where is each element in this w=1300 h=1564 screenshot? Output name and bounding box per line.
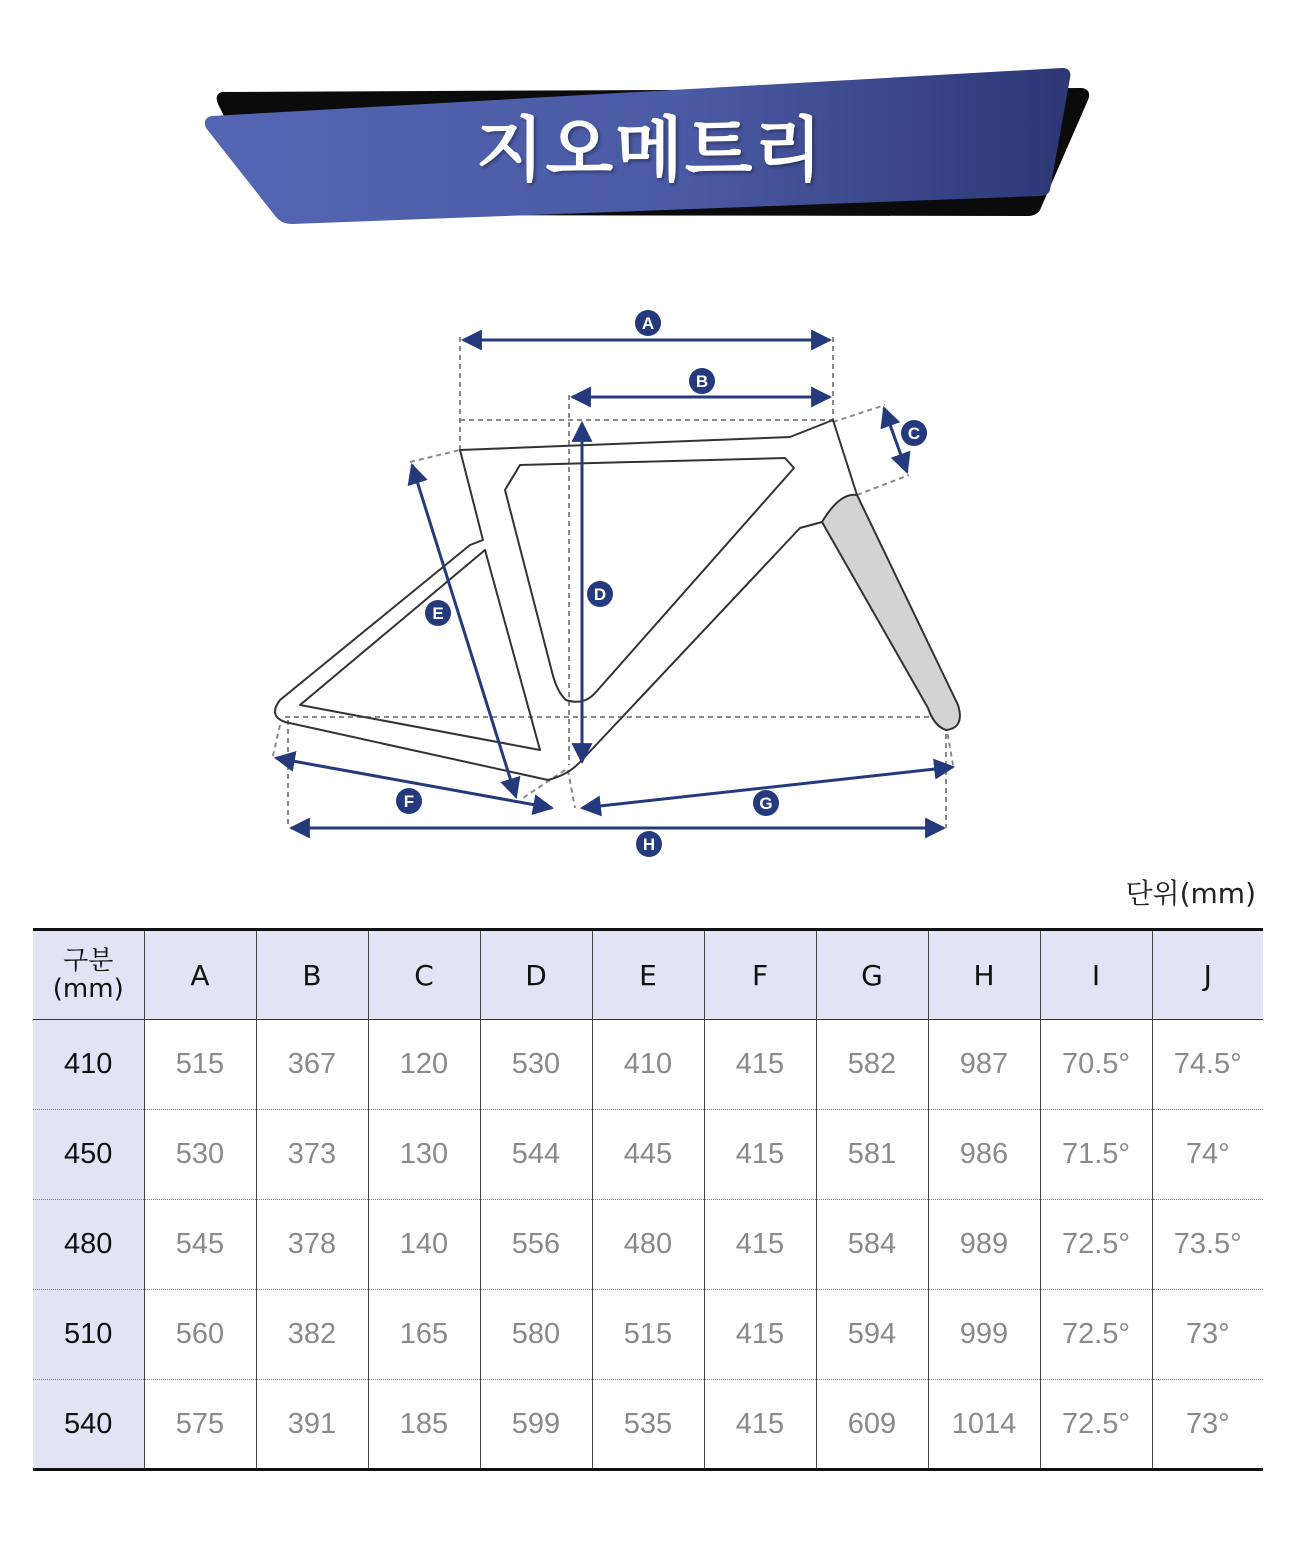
value-cell: 72.5° bbox=[1040, 1380, 1152, 1470]
table-row bbox=[33, 1290, 1263, 1380]
label-C-badge bbox=[901, 420, 927, 446]
value-cell: 130 bbox=[368, 1110, 480, 1200]
geometry-table bbox=[33, 928, 1263, 1471]
label-G-badge bbox=[753, 790, 779, 816]
svg-text:D: D bbox=[593, 585, 607, 604]
value-cell: 515 bbox=[592, 1290, 704, 1380]
value-cell: 609 bbox=[816, 1380, 928, 1470]
value-cell: 560 bbox=[144, 1290, 256, 1380]
value-cell: 415 bbox=[704, 1110, 816, 1200]
frame-geometry-diagram bbox=[0, 260, 1300, 880]
value-cell: 599 bbox=[480, 1380, 592, 1470]
rear-triangle-inner bbox=[300, 550, 540, 750]
label-D-badge bbox=[587, 581, 613, 607]
value-cell: 594 bbox=[816, 1290, 928, 1380]
value-cell: 73.5° bbox=[1152, 1200, 1263, 1290]
svg-text:B: B bbox=[695, 372, 709, 391]
header-col-b: B bbox=[256, 930, 368, 1020]
svg-text:H: H bbox=[642, 835, 656, 854]
size-cell: 510 bbox=[33, 1290, 144, 1380]
value-cell: 989 bbox=[928, 1200, 1040, 1290]
value-cell: 378 bbox=[256, 1200, 368, 1290]
table-row bbox=[33, 1200, 1263, 1290]
value-cell: 581 bbox=[816, 1110, 928, 1200]
header-col-d: D bbox=[480, 930, 592, 1020]
header-size-label: 구분 bbox=[63, 946, 114, 976]
value-cell: 71.5° bbox=[1040, 1110, 1152, 1200]
value-cell: 1014 bbox=[928, 1380, 1040, 1470]
header-size-unit: (mm) bbox=[52, 974, 124, 1004]
value-cell: 73° bbox=[1152, 1290, 1263, 1380]
label-A-badge bbox=[635, 310, 661, 336]
label-H-badge bbox=[636, 831, 662, 857]
bike-frame bbox=[275, 420, 857, 780]
label-E-badge bbox=[425, 600, 451, 626]
value-cell: 120 bbox=[368, 1020, 480, 1110]
value-cell: 373 bbox=[256, 1110, 368, 1200]
value-cell: 415 bbox=[704, 1020, 816, 1110]
value-cell: 382 bbox=[256, 1290, 368, 1380]
header-size-cell bbox=[33, 930, 144, 1020]
value-cell: 545 bbox=[144, 1200, 256, 1290]
table-row bbox=[33, 1110, 1263, 1200]
svg-text:G: G bbox=[759, 794, 773, 813]
header-col-j: J bbox=[1152, 930, 1263, 1020]
value-cell: 415 bbox=[704, 1200, 816, 1290]
dimension-arrows bbox=[276, 340, 953, 828]
page-title: 지오메트리 bbox=[475, 109, 825, 191]
value-cell: 480 bbox=[592, 1200, 704, 1290]
table-header-row bbox=[33, 930, 1263, 1020]
value-cell: 515 bbox=[144, 1020, 256, 1110]
value-cell: 73° bbox=[1152, 1380, 1263, 1470]
value-cell: 987 bbox=[928, 1020, 1040, 1110]
svg-text:C: C bbox=[907, 424, 921, 443]
header-col-i: I bbox=[1040, 930, 1152, 1020]
header-col-a: A bbox=[144, 930, 256, 1020]
svg-text:F: F bbox=[403, 792, 415, 811]
value-cell: 986 bbox=[928, 1110, 1040, 1200]
value-cell: 582 bbox=[816, 1020, 928, 1110]
label-F-badge bbox=[396, 788, 422, 814]
value-cell: 415 bbox=[704, 1380, 816, 1470]
value-cell: 74.5° bbox=[1152, 1020, 1263, 1110]
header-col-c: C bbox=[368, 930, 480, 1020]
value-cell: 575 bbox=[144, 1380, 256, 1470]
fork bbox=[822, 495, 960, 730]
value-cell: 584 bbox=[816, 1200, 928, 1290]
header-col-f: F bbox=[704, 930, 816, 1020]
size-cell: 450 bbox=[33, 1110, 144, 1200]
label-B-badge bbox=[689, 368, 715, 394]
value-cell: 445 bbox=[592, 1110, 704, 1200]
value-cell: 185 bbox=[368, 1380, 480, 1470]
value-cell: 544 bbox=[480, 1110, 592, 1200]
value-cell: 580 bbox=[480, 1290, 592, 1380]
value-cell: 415 bbox=[704, 1290, 816, 1380]
size-cell: 480 bbox=[33, 1200, 144, 1290]
value-cell: 72.5° bbox=[1040, 1290, 1152, 1380]
value-cell: 410 bbox=[592, 1020, 704, 1110]
svg-text:E: E bbox=[432, 604, 444, 623]
value-cell: 530 bbox=[480, 1020, 592, 1110]
value-cell: 165 bbox=[368, 1290, 480, 1380]
unit-label: 단위(mm) bbox=[1125, 877, 1256, 910]
table-row bbox=[33, 1020, 1263, 1110]
value-cell: 391 bbox=[256, 1380, 368, 1470]
header-col-g: G bbox=[816, 930, 928, 1020]
svg-text:A: A bbox=[641, 314, 655, 333]
value-cell: 70.5° bbox=[1040, 1020, 1152, 1110]
value-cell: 530 bbox=[144, 1110, 256, 1200]
table-row bbox=[33, 1380, 1263, 1470]
header-col-h: H bbox=[928, 930, 1040, 1020]
value-cell: 72.5° bbox=[1040, 1200, 1152, 1290]
header-col-e: E bbox=[592, 930, 704, 1020]
value-cell: 999 bbox=[928, 1290, 1040, 1380]
guide-lines bbox=[272, 337, 953, 828]
value-cell: 74° bbox=[1152, 1110, 1263, 1200]
value-cell: 556 bbox=[480, 1200, 592, 1290]
value-cell: 140 bbox=[368, 1200, 480, 1290]
value-cell: 535 bbox=[592, 1380, 704, 1470]
size-cell: 410 bbox=[33, 1020, 144, 1110]
frame-outer bbox=[275, 420, 857, 780]
value-cell: 367 bbox=[256, 1020, 368, 1110]
size-cell: 540 bbox=[33, 1380, 144, 1470]
